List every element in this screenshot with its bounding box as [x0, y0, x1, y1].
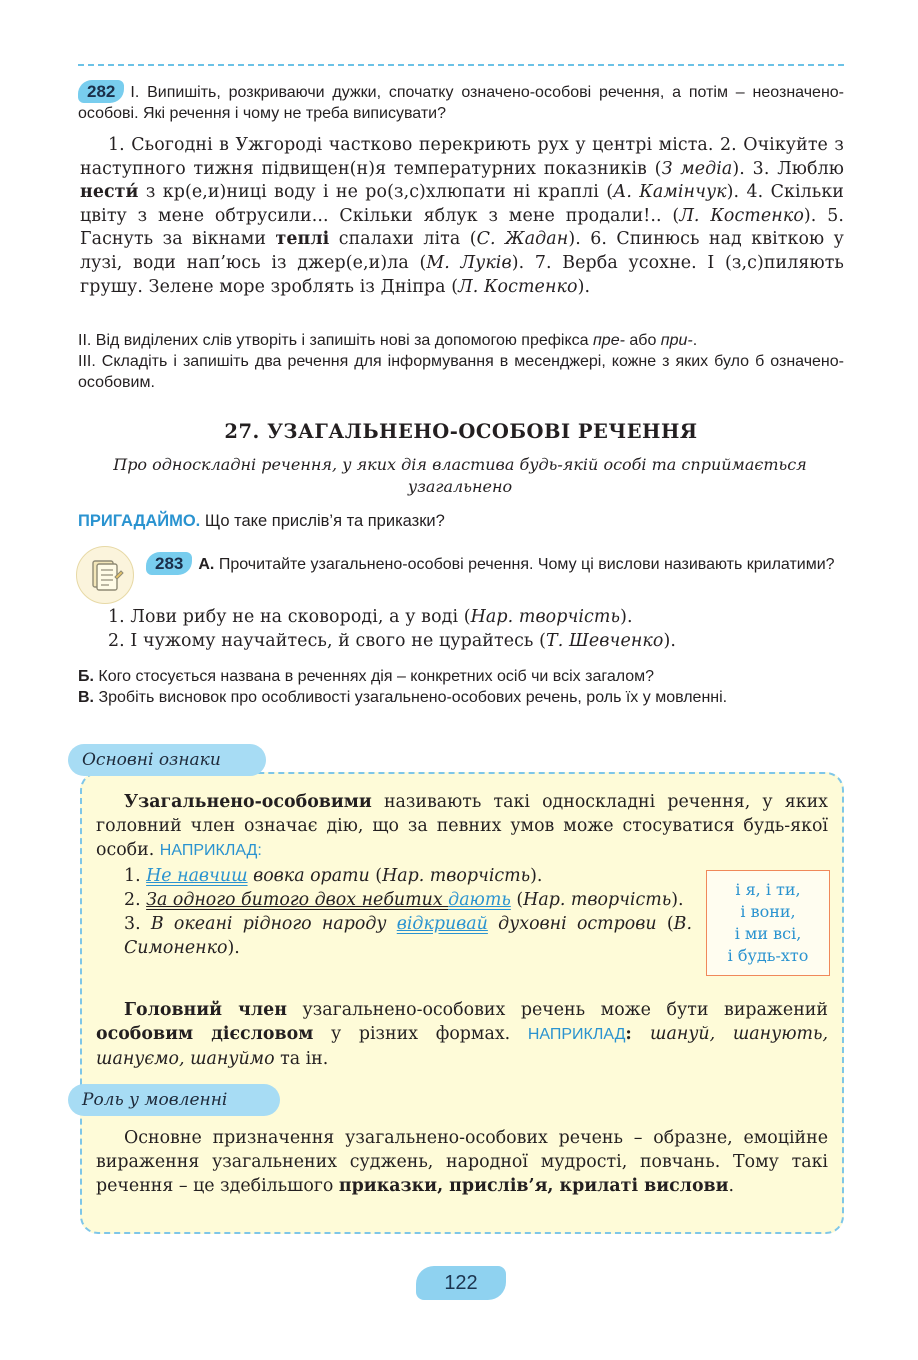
task-283-intro: 283 А. Прочитайте узагальнено-особові речення. Чому ці вислови називають крилатими? [146, 552, 844, 575]
task-282-part-2: II. Від виділених слів утворіть і запишіть нові за допомогою префікса пре- або при-. [78, 332, 698, 349]
role-text: Основне призначення узагальнено-особових речень – образне, емоційне вираження узагальнених суджень, народної мудрості, повчань. Тому такі речення – це здебільшого приказки, прислів’я, крилаті вислови. [96, 1128, 828, 1196]
highlighted-word: теплі [275, 229, 330, 250]
task-number-badge: 283 [146, 552, 192, 575]
features-definition: Узагальнено-особовими називають такі односкладні речення, у яких головний член означає дію, що за певних умов може стосуватися будь-якої особи. НАПРИКЛАД: [96, 792, 828, 860]
features-predicate-forms: Головний член узагальнено-особових речень може бути виражений особовим дієсловом у різних формах. НАПРИКЛАД: шануй, шанують, шануємо, шануймо та ін. [96, 1000, 828, 1069]
task-number-badge: 282 [78, 80, 124, 103]
task-283-examples [80, 606, 844, 653]
feature-example-3: 3. В океані рідного народу відкривай духовні острови (В. Симоненко). [124, 914, 692, 958]
highlighted-word: нести́ [80, 182, 139, 203]
task-282-part-3: III. Складіть і запишіть два речення для інформування в месенджері, кожне з яких було б означено-особовим. [78, 353, 844, 391]
pronoun-hint-box: і я, і ти, і вони, і ми всі, і будь-хто [706, 870, 830, 976]
task-282-intro: 282 I. Випишіть, розкриваючи дужки, спочатку означено-особові речення, а потім – неозначено-особові. Які речення і чому не треба виписувати? [78, 82, 844, 122]
feature-example-1: 1. Не навчиш вовка орати (Нар. творчість). [124, 866, 543, 886]
notebook-icon [76, 546, 134, 604]
task-283-questions [78, 666, 844, 708]
role-label: Роль у мовленні [68, 1084, 280, 1116]
question-v: В. Зробіть висновок про особливості узагальнено-особових речень, роль їх у мовленні. [78, 689, 728, 706]
top-dashed-divider [78, 64, 844, 66]
section-subtitle: Про односкладні речення, у яких дія властива будь-якій особі та сприймається узагальнено [113, 455, 807, 496]
example-2: 2. І чужому научайтесь, й свого не цурайтесь (Т. Шевченко). [108, 630, 676, 651]
recall-prompt: ПРИГАДАЙМО. Що таке прислів’я та приказки? [78, 512, 445, 530]
example-1: 1. Лови рибу не на сковороді, а у воді (Нар. творчість). [108, 607, 633, 627]
feature-example-2: 2. За одного битого двох небитих дають (Нар. творчість). [124, 890, 684, 910]
features-label: Основні ознаки [68, 744, 266, 776]
task-282-parts [78, 330, 844, 393]
page-number: 122 [416, 1266, 506, 1300]
question-b: Б. Кого стосується названа в реченнях дія – конкретних осіб чи всіх загалом? [78, 668, 655, 685]
section-title: 27. УЗАГАЛЬНЕНО-ОСОБОВІ РЕЧЕННЯ [224, 420, 698, 443]
task-282-sentences: 1. Сьогодні в Ужгороді частково перекриють рух у центрі міста. 2. Очікуйте з наступного тижня підвищен(н)я температурних показників (З медіа). 3. Люблю нести́ з кр(е,и)ниці воду і не ро(з,с)хлюпати ні краплі (А. Камінчук). 4. Скільки цвіту з мене обтрусили... Скільки яблук з мене продали!.. (Л. Костенко). 5. Гаснуть за вікнами теплі спалахи літа (С. Жадан). 6. Спинюсь над квіткою у лузі, води нап’юсь із джер(е,и)ла (М. Луків). 7. Верба усохне. І (з,с)пиляють грушу. Зелене море зроблять із Дніпра (Л. Костенко). [80, 135, 845, 297]
features-examples [96, 864, 692, 960]
